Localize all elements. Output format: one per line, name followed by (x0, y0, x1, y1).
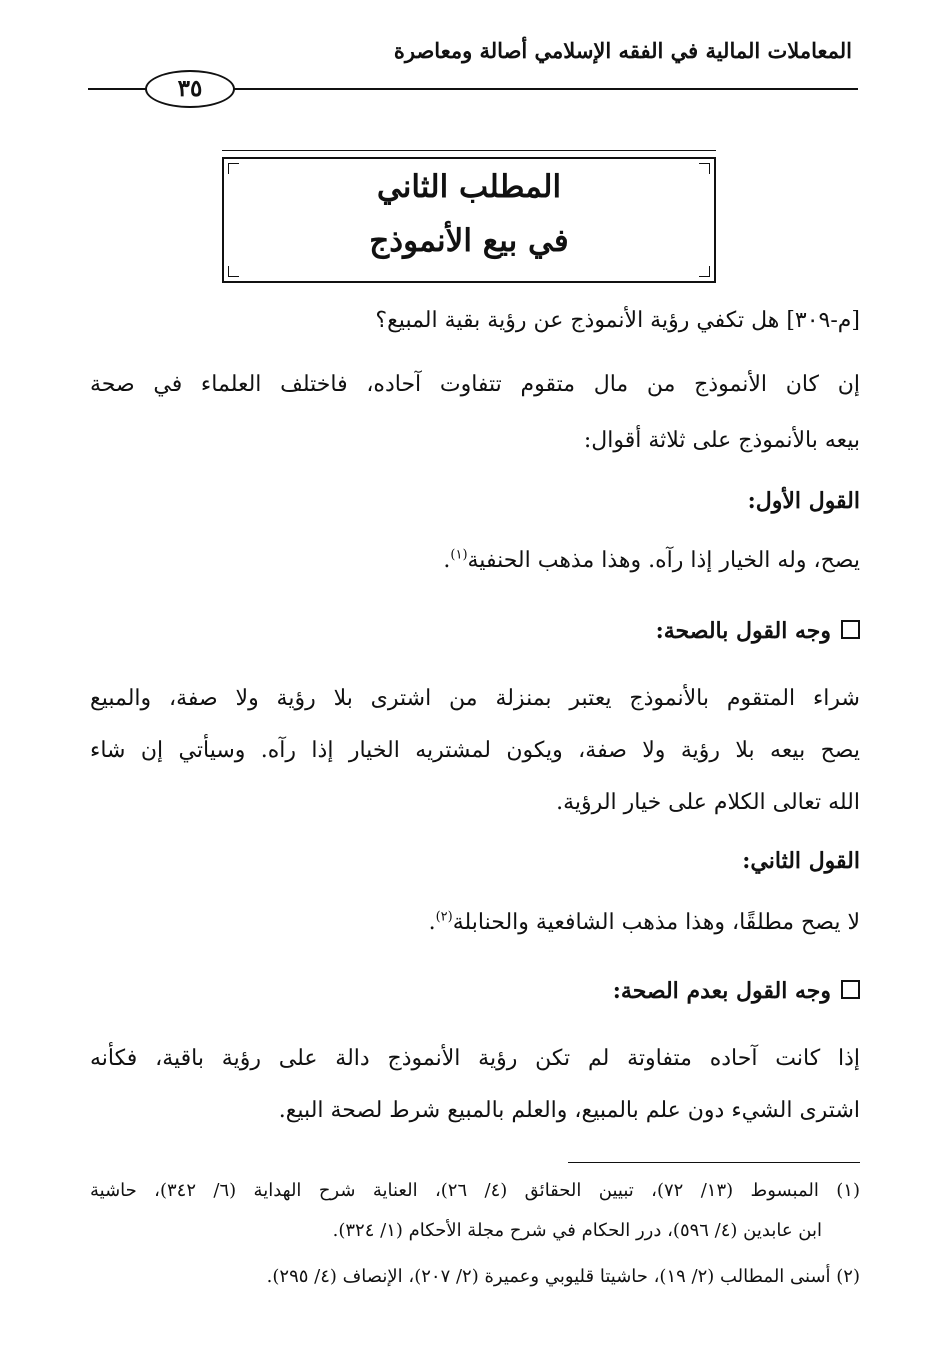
second-reason-line-1: إذا كانت آحاده متفاوتة لم تكن رؤية الأنموذج دالة على رؤية باقية، فكأنه (90, 1046, 860, 1071)
second-reason-heading-text: وجه القول بعدم الصحة: (612, 978, 831, 1004)
second-opinion-body: لا يصح مطلقًا، وهذا مذهب الشافعية والحنابلة (452, 910, 860, 935)
first-reason-heading-text: وجه القول بالصحة: (655, 618, 831, 644)
square-bullet-icon (841, 980, 860, 999)
second-reason-line-2: اشترى الشيء دون علم بالمبيع، والعلم بالمبيع شرط لصحة البيع. (278, 1098, 860, 1123)
intro-line-1: إن كان الأنموذج من مال متقوم تتفاوت آحاده، فاختلف العلماء في صحة (90, 372, 860, 397)
first-opinion-body: يصح، وله الخيار إذا رآه. وهذا مذهب الحنفية (467, 548, 860, 573)
first-reason-line-2: يصح بيعه بلا رؤية ولا صفة، ويكون لمشتريه الخيار إذا رآه. وسيأتي إن شاء (90, 738, 860, 763)
second-opinion-period: . (428, 910, 436, 935)
footnote-separator (568, 1162, 860, 1163)
first-opinion-heading: القول الأول: (747, 488, 860, 514)
first-opinion-text (90, 548, 860, 573)
section-title-line-1: المطلب الثاني (376, 169, 562, 205)
footnote-2-line-1: (٢) أسنى المطالب (٢/ ١٩)، حاشيتا قليوبي وعميرة (٢/ ٢٠٧)، الإنصاف (٤/ ٢٩٥). (266, 1266, 860, 1287)
square-bullet-icon (841, 620, 860, 639)
footnote-ref-2: (٢) (435, 909, 453, 925)
second-reason-heading (90, 978, 860, 1004)
first-opinion-period: . (443, 548, 451, 573)
footnote-1-line-2: ابن عابدين (٤/ ٥٩٦)، درر الحكام في شرح مجلة الأحكام (١/ ٣٢٤). (332, 1220, 822, 1241)
frame-corner (228, 266, 239, 277)
running-header-title: المعاملات المالية في الفقه الإسلامي أصالة ومعاصرة (393, 38, 852, 63)
second-opinion-text (90, 910, 860, 935)
intro-line-2: بيعه بالأنموذج على ثلاثة أقوال: (583, 428, 860, 453)
second-opinion-heading: القول الثاني: (742, 848, 860, 874)
footnote-1-line-1: (١) المبسوط (١٣/ ٧٢)، تبيين الحقائق (٤/ ٢٦)، العناية شرح الهداية (٦/ ٣٤٢)، حاشية (90, 1180, 860, 1201)
page-number: ٣٥ (145, 70, 235, 108)
section-title-line-2: في بيع الأنموذج (369, 223, 569, 259)
frame-corner (699, 266, 710, 277)
first-reason-line-3: الله تعالى الكلام على خيار الرؤية. (556, 790, 860, 815)
footnote-ref-1: (١) (450, 547, 468, 563)
question-line: [م-٣٠٩] هل تكفي رؤية الأنموذج عن رؤية بقية المبيع؟ (375, 308, 860, 333)
first-reason-line-1: شراء المتقوم بالأنموذج يعتبر بمنزلة من اشترى بلا رؤية ولا صفة، والمبيع (90, 686, 860, 711)
title-top-rule (222, 150, 716, 151)
section-title-frame (222, 157, 716, 283)
first-reason-heading (90, 618, 860, 644)
